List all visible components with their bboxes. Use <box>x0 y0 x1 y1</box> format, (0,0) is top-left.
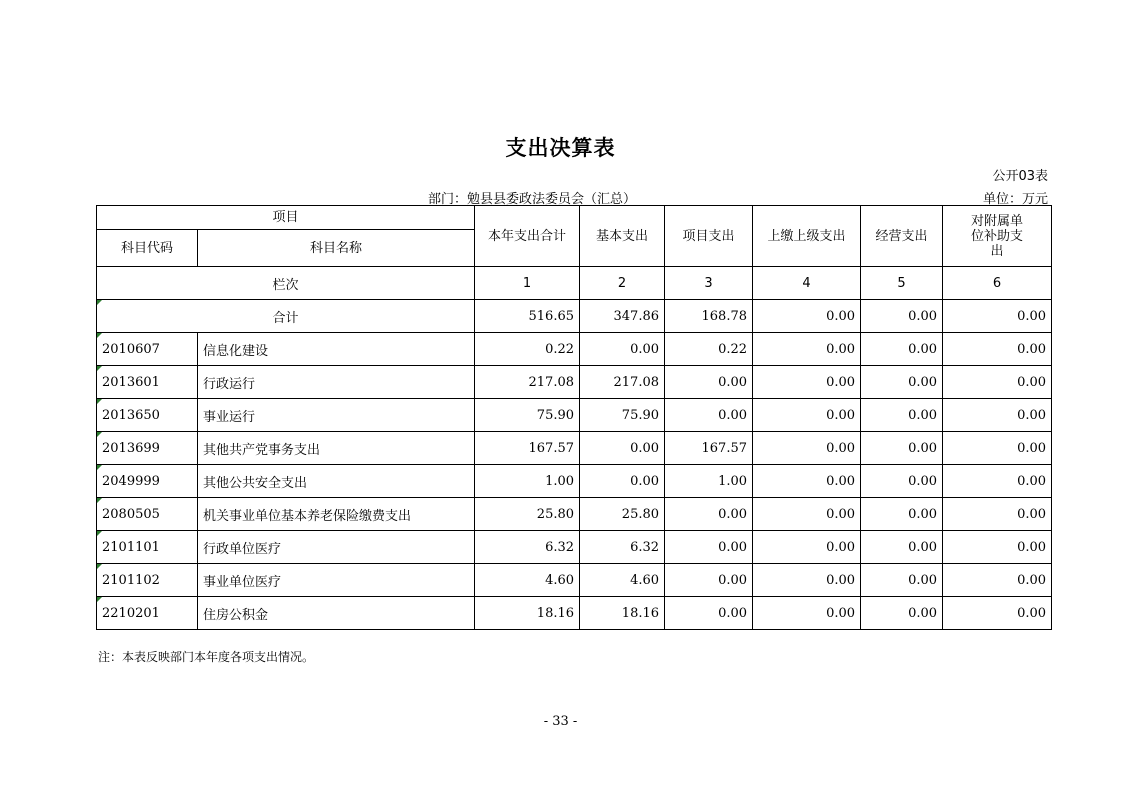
amount-cell: 0.00 <box>861 333 943 366</box>
total-value: 0.00 <box>861 300 943 333</box>
page-number: - 33 - <box>543 714 578 729</box>
amount-cell: 0.22 <box>665 333 753 366</box>
table-row <box>97 333 1052 366</box>
total-value: 516.65 <box>475 300 580 333</box>
col-number: 1 <box>475 267 580 300</box>
total-row <box>97 300 1052 333</box>
amount-cell: 25.80 <box>580 498 665 531</box>
amount-cell: 0.00 <box>753 531 861 564</box>
header-col-1: 本年支出合计 <box>475 206 580 267</box>
amount-cell: 0.00 <box>943 333 1052 366</box>
data-rows <box>97 333 1052 630</box>
table-row <box>97 498 1052 531</box>
amount-cell: 6.32 <box>475 531 580 564</box>
header-col-6: 对附属单位补助支出 <box>943 206 1052 267</box>
subject-name: 事业单位医疗 <box>198 564 475 597</box>
amount-cell: 0.00 <box>943 498 1052 531</box>
amount-cell: 0.00 <box>861 564 943 597</box>
amount-cell: 0.00 <box>665 597 753 630</box>
table-row <box>97 564 1052 597</box>
form-number: 公开03表 <box>992 169 1048 184</box>
subject-code: 2049999 <box>97 465 198 498</box>
header-col-4: 上缴上级支出 <box>753 206 861 267</box>
header-col-5: 经营支出 <box>861 206 943 267</box>
subject-name: 住房公积金 <box>198 597 475 630</box>
subject-name: 信息化建设 <box>198 333 475 366</box>
expenditure-table <box>96 205 1052 630</box>
table-row <box>97 531 1052 564</box>
total-value: 347.86 <box>580 300 665 333</box>
amount-cell: 18.16 <box>475 597 580 630</box>
amount-cell: 18.16 <box>580 597 665 630</box>
unit-label: 单位：万元 <box>982 192 1048 207</box>
amount-cell: 0.00 <box>943 366 1052 399</box>
amount-cell: 0.00 <box>861 597 943 630</box>
subject-code: 2101102 <box>97 564 198 597</box>
amount-cell: 0.00 <box>753 465 861 498</box>
amount-cell: 0.00 <box>943 597 1052 630</box>
amount-cell: 0.00 <box>861 366 943 399</box>
amount-cell: 75.90 <box>580 399 665 432</box>
amount-cell: 0.00 <box>943 465 1052 498</box>
total-value: 0.00 <box>753 300 861 333</box>
amount-cell: 0.00 <box>943 564 1052 597</box>
amount-cell: 1.00 <box>475 465 580 498</box>
header-name: 科目名称 <box>198 230 475 267</box>
table-row <box>97 399 1052 432</box>
amount-cell: 0.00 <box>861 498 943 531</box>
amount-cell: 4.60 <box>475 564 580 597</box>
table-row <box>97 366 1052 399</box>
table-row <box>97 597 1052 630</box>
amount-cell: 0.00 <box>753 432 861 465</box>
amount-cell: 0.00 <box>943 399 1052 432</box>
page-title: 支出决算表 <box>505 136 616 160</box>
subject-name: 行政单位医疗 <box>198 531 475 564</box>
amount-cell: 0.00 <box>753 333 861 366</box>
subject-name: 事业运行 <box>198 399 475 432</box>
department-label: 部门：勉县县委政法委员会（汇总） <box>428 192 637 207</box>
header-code: 科目代码 <box>97 230 198 267</box>
total-label: 合计 <box>97 300 475 333</box>
total-value: 168.78 <box>665 300 753 333</box>
amount-cell: 0.00 <box>753 498 861 531</box>
amount-cell: 0.00 <box>861 465 943 498</box>
amount-cell: 217.08 <box>580 366 665 399</box>
amount-cell: 0.00 <box>943 432 1052 465</box>
amount-cell: 0.00 <box>943 531 1052 564</box>
amount-cell: 4.60 <box>580 564 665 597</box>
amount-cell: 6.32 <box>580 531 665 564</box>
table-row <box>97 465 1052 498</box>
header-col-3: 项目支出 <box>665 206 753 267</box>
amount-cell: 0.00 <box>580 333 665 366</box>
subject-name: 其他公共安全支出 <box>198 465 475 498</box>
header-col-2: 基本支出 <box>580 206 665 267</box>
amount-cell: 0.00 <box>861 399 943 432</box>
amount-cell: 217.08 <box>475 366 580 399</box>
subject-name: 行政运行 <box>198 366 475 399</box>
amount-cell: 0.00 <box>753 399 861 432</box>
subject-name: 其他共产党事务支出 <box>198 432 475 465</box>
col-number: 4 <box>753 267 861 300</box>
col-number: 2 <box>580 267 665 300</box>
table-row <box>97 432 1052 465</box>
amount-cell: 0.00 <box>665 366 753 399</box>
subject-code: 2101101 <box>97 531 198 564</box>
amount-cell: 0.22 <box>475 333 580 366</box>
amount-cell: 0.00 <box>861 531 943 564</box>
subject-code: 2013699 <box>97 432 198 465</box>
amount-cell: 0.00 <box>665 564 753 597</box>
subject-code: 2080505 <box>97 498 198 531</box>
amount-cell: 0.00 <box>753 597 861 630</box>
total-value: 0.00 <box>943 300 1052 333</box>
column-number-row <box>97 267 1052 300</box>
subject-code: 2210201 <box>97 597 198 630</box>
amount-cell: 0.00 <box>580 465 665 498</box>
amount-cell: 167.57 <box>665 432 753 465</box>
amount-cell: 0.00 <box>665 531 753 564</box>
amount-cell: 0.00 <box>665 399 753 432</box>
col-number: 6 <box>943 267 1052 300</box>
amount-cell: 0.00 <box>753 564 861 597</box>
subject-code: 2010607 <box>97 333 198 366</box>
amount-cell: 25.80 <box>475 498 580 531</box>
col-number: 5 <box>861 267 943 300</box>
header-project: 项目 <box>97 206 475 230</box>
amount-cell: 1.00 <box>665 465 753 498</box>
subject-name: 机关事业单位基本养老保险缴费支出 <box>198 498 475 531</box>
amount-cell: 0.00 <box>861 432 943 465</box>
amount-cell: 0.00 <box>753 366 861 399</box>
subject-code: 2013601 <box>97 366 198 399</box>
col-number: 3 <box>665 267 753 300</box>
subject-code: 2013650 <box>97 399 198 432</box>
table-note: 注：本表反映部门本年度各项支出情况。 <box>98 650 315 664</box>
amount-cell: 0.00 <box>665 498 753 531</box>
amount-cell: 167.57 <box>475 432 580 465</box>
row-label: 栏次 <box>97 267 475 300</box>
amount-cell: 75.90 <box>475 399 580 432</box>
amount-cell: 0.00 <box>580 432 665 465</box>
